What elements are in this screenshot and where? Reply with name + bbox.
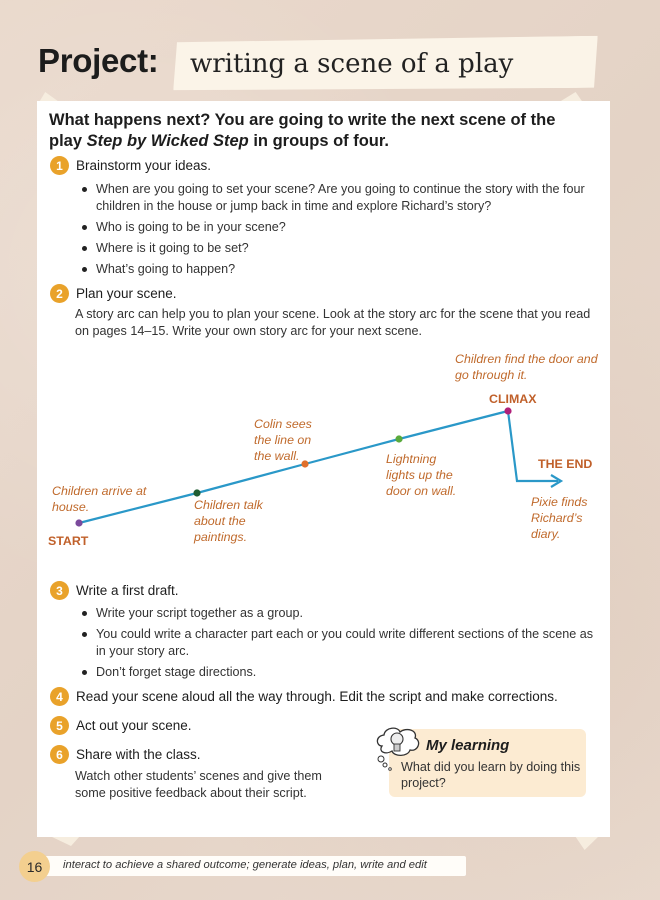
step-number-badge: 6 [50, 745, 69, 764]
step-3 [50, 581, 179, 600]
intro-line-2: play Step by Wicked Step in groups of four. [49, 132, 389, 150]
arc-event-5: Children find the door and go through it. [455, 352, 598, 382]
step-6 [50, 745, 201, 764]
arc-event-6: Pixie finds Richard’s diary. [531, 495, 588, 541]
step-number-badge: 4 [50, 687, 69, 706]
step-number-badge: 2 [50, 284, 69, 303]
learning-objective: interact to achieve a shared outcome; generate ideas, plan, write and edit [63, 859, 427, 871]
arc-dot-4 [395, 435, 402, 442]
step-number-badge: 1 [50, 156, 69, 175]
arc-dot-start [75, 519, 82, 526]
arc-event-3: Colin sees the line on the wall. [254, 417, 312, 463]
step-3-bullets [80, 605, 600, 685]
my-learning-question: What did you learn by doing this project? [401, 760, 581, 790]
bullet-item: Don’t forget stage directions. [80, 664, 600, 681]
bullet-item: Write your script together as a group. [80, 605, 600, 622]
page-number: 16 [19, 851, 50, 882]
play-title: Step by Wicked Step [86, 132, 249, 150]
arc-end-label: THE END [538, 457, 593, 471]
bullet-item: When are you going to set your scene? Are you going to continue the story with the four children in the house or jump back in time and explore Richard’s story? [80, 181, 600, 215]
arc-start-label: START [48, 534, 89, 548]
my-learning-title: My learning [426, 737, 510, 754]
arc-climax-label: CLIMAX [489, 392, 537, 406]
project-label: Project: [38, 42, 159, 79]
page-title: writing a scene of a play [190, 49, 514, 79]
arc-event-2: Children talk about the paintings. [194, 498, 263, 544]
step-5 [50, 716, 192, 735]
arc-dot-climax [504, 407, 511, 414]
step-6-text: Watch other students’ scenes and give them some positive feedback about their script. [75, 769, 322, 800]
bullet-item: Who is going to be in your scene? [80, 219, 600, 236]
bullet-item: Where is it going to be set? [80, 240, 600, 257]
step-2-text: A story arc can help you to plan your scene. Look at the story arc for the scene that you read on pages 14–15. Write your own story arc for your next scene. [75, 307, 591, 338]
step-title: Plan your scene. [76, 286, 177, 301]
step-number-badge: 5 [50, 716, 69, 735]
step-title: Write a first draft. [76, 583, 179, 598]
bullet-item: You could write a character part each or you could write different sections of the scene as in your story arc. [80, 626, 600, 660]
step-title: Share with the class. [76, 747, 201, 762]
step-4 [50, 687, 558, 706]
intro-line-1: What happens next? You are going to write the next scene of the [49, 111, 556, 129]
arc-event-1: Children arrive at house. [52, 484, 147, 514]
step-title: Brainstorm your ideas. [76, 158, 212, 173]
step-title: Read your scene aloud all the way through. Edit the script and make corrections. [76, 689, 558, 704]
step-title: Act out your scene. [76, 718, 192, 733]
arc-event-4: Lightning lights up the door on wall. [386, 452, 457, 498]
bullet-item: What’s going to happen? [80, 261, 600, 278]
arc-dot-2 [193, 489, 200, 496]
step-number-badge: 3 [50, 581, 69, 600]
